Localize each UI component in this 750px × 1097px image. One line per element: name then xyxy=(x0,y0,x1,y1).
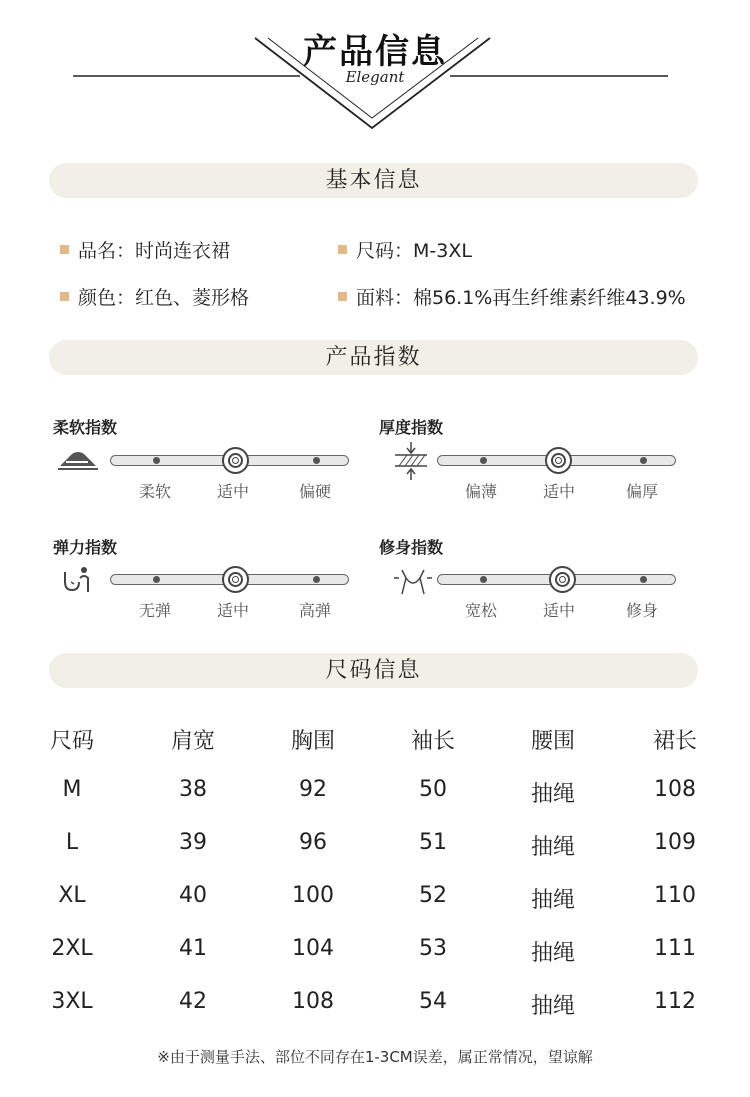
page-subtitle: Elegant xyxy=(345,68,405,86)
elasticity-icon xyxy=(62,566,94,594)
tick-label: 偏厚 xyxy=(625,482,658,501)
tick-dot xyxy=(480,576,487,583)
fit-index-title: 修身指数 xyxy=(379,538,444,557)
tick-label: 偏薄 xyxy=(464,482,497,501)
bullet-icon xyxy=(338,292,347,301)
softness-index-title: 柔软指数 xyxy=(53,418,118,437)
table-cell: 41 xyxy=(179,936,207,961)
table-cell: 2XL xyxy=(51,936,93,961)
table-cell: 52 xyxy=(419,883,447,908)
tick-label: 适中 xyxy=(542,601,575,620)
table-cell: 抽绳 xyxy=(530,888,575,913)
tick-dot xyxy=(640,576,647,583)
slider-knob xyxy=(545,447,572,474)
table-cell: 3XL xyxy=(51,989,93,1014)
table-cell: 111 xyxy=(654,936,696,961)
table-cell: 抽绳 xyxy=(530,782,575,807)
tick-label: 适中 xyxy=(542,482,575,501)
bullet-icon xyxy=(60,245,69,254)
table-cell: 104 xyxy=(292,936,334,961)
tick-label: 无弹 xyxy=(138,601,171,620)
info-product-name: 品名：时尚连衣裙 xyxy=(60,236,230,263)
elasticity-index-title: 弹力指数 xyxy=(53,538,118,557)
tick-dot xyxy=(153,576,160,583)
bullet-icon xyxy=(338,245,347,254)
slider-knob xyxy=(222,447,249,474)
table-cell: XL xyxy=(58,883,86,908)
elasticity-slider xyxy=(110,574,349,585)
fit-slider xyxy=(437,574,676,585)
table-cell: 54 xyxy=(419,989,447,1014)
tick-label: 柔软 xyxy=(138,482,171,501)
thickness-index-title: 厚度指数 xyxy=(379,418,444,437)
table-cell: 38 xyxy=(179,777,207,802)
table-header-cell: 裙长 xyxy=(652,729,697,754)
table-cell: 53 xyxy=(419,936,447,961)
table-cell: 抽绳 xyxy=(530,835,575,860)
table-cell: 96 xyxy=(299,830,327,855)
tick-dot xyxy=(153,457,160,464)
tick-label: 高弹 xyxy=(298,601,331,620)
tick-label: 宽松 xyxy=(464,601,497,620)
table-cell: M xyxy=(62,777,82,802)
tick-label: 适中 xyxy=(216,601,249,620)
table-cell: L xyxy=(65,830,79,855)
slider-knob xyxy=(549,566,576,593)
table-header-cell: 腰围 xyxy=(530,729,575,754)
table-cell: 108 xyxy=(292,989,334,1014)
table-header-cell: 尺码 xyxy=(49,729,94,754)
table-cell: 42 xyxy=(179,989,207,1014)
table-cell: 抽绳 xyxy=(530,994,575,1019)
measurement-note: ※由于测量手法、部位不同存在1-3CM误差，属正常情况，望谅解 xyxy=(157,1048,593,1066)
tick-label: 适中 xyxy=(216,482,249,501)
info-fabric: 面料：棉56.1%再生纤维素纤维43.9% xyxy=(338,283,686,310)
slider-knob xyxy=(222,566,249,593)
table-header-cell: 袖长 xyxy=(410,729,455,754)
tick-dot xyxy=(313,576,320,583)
table-cell: 110 xyxy=(654,883,696,908)
table-cell: 50 xyxy=(419,777,447,802)
thickness-icon xyxy=(393,442,429,480)
fit-icon xyxy=(394,568,432,598)
softness-slider xyxy=(110,455,349,466)
section-product-index: 产品指数 xyxy=(49,340,698,375)
info-size-range: 尺码：M-3XL xyxy=(338,236,472,263)
table-cell: 40 xyxy=(179,883,207,908)
tick-dot xyxy=(640,457,647,464)
table-header-cell: 胸围 xyxy=(290,729,335,754)
section-size-info: 尺码信息 xyxy=(49,653,698,688)
tick-dot xyxy=(480,457,487,464)
table-cell: 抽绳 xyxy=(530,941,575,966)
table-header-cell: 肩宽 xyxy=(170,729,215,754)
tick-dot xyxy=(313,457,320,464)
table-cell: 112 xyxy=(654,989,696,1014)
table-cell: 100 xyxy=(292,883,334,908)
tick-label: 偏硬 xyxy=(298,482,331,501)
thickness-slider xyxy=(437,455,676,466)
table-cell: 39 xyxy=(179,830,207,855)
bullet-icon xyxy=(60,292,69,301)
page-title: 产品信息 xyxy=(303,32,447,72)
table-cell: 109 xyxy=(654,830,696,855)
table-cell: 51 xyxy=(419,830,447,855)
tick-label: 修身 xyxy=(625,601,658,620)
info-color: 颜色：红色、菱形格 xyxy=(60,283,249,310)
softness-icon xyxy=(58,448,98,472)
table-cell: 92 xyxy=(299,777,327,802)
table-cell: 108 xyxy=(654,777,696,802)
section-basic-info: 基本信息 xyxy=(49,163,698,198)
